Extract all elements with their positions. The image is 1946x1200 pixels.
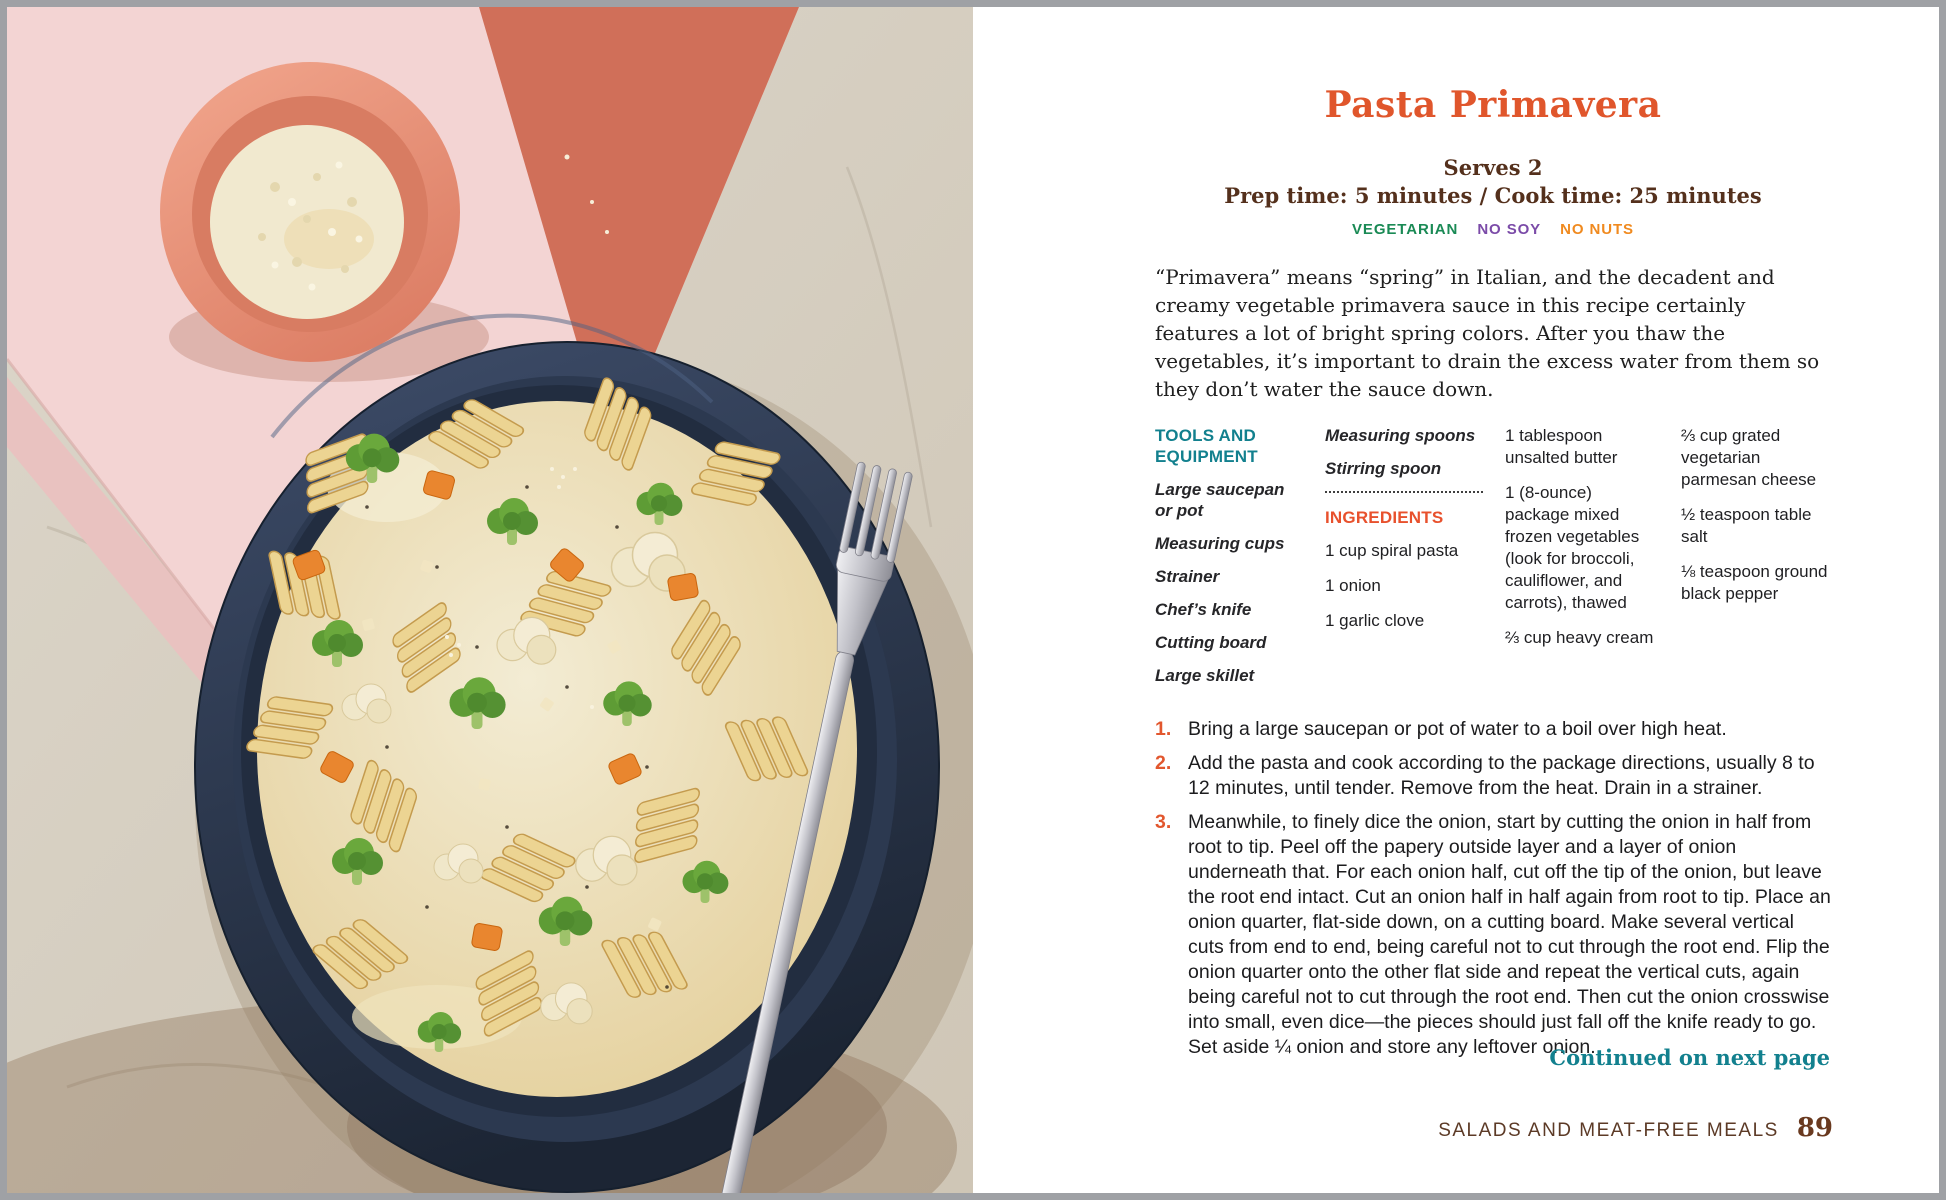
badge-no-nuts: NO NUTS — [1560, 221, 1634, 238]
step-text: Meanwhile, to finely dice the onion, start by cutting the onion in half from root to tip. Peel off the papery outside layer and a layer of onion underneath that. For each onion half, cut off the tip of the onion, but leave the root end intact. Cut an onion half in half again from root to tip. Place an onion quarter, flat-side down, on a cutting board. Make several vertical cuts from end to end, being careful not to cut through the root end. Flip the onion quarter onto the other flat side and repeat the vertical cuts, again being careful not to cut through the root end. Then cut the onion crosswise into small, even dice—the pieces should just fall off the knife ready to go. Set aside ¼ onion and store any leftover onion. — [1188, 811, 1831, 1058]
step-number: 3. — [1155, 811, 1172, 833]
continued-note: Continued on next page — [1549, 1045, 1830, 1070]
dotted-divider — [1325, 491, 1483, 493]
recipe-content — [1155, 7, 1831, 1060]
tool-item: Chef’s knife — [1155, 600, 1252, 619]
tool-item: Large skillet — [1155, 666, 1255, 685]
step-number: 2. — [1155, 752, 1172, 774]
step-text: Bring a large saucepan or pot of water to a boil over high heat. — [1188, 718, 1727, 740]
badge-no-soy: NO SOY — [1477, 221, 1542, 238]
tool-item: Measuring spoons — [1325, 426, 1476, 445]
ingredients-column-3 — [1681, 425, 1829, 703]
ingredient-item: 1 onion — [1325, 576, 1381, 595]
tool-item: Cutting board — [1155, 633, 1267, 652]
serves-line: Serves 2 — [1443, 155, 1543, 180]
ingredients-column-2 — [1505, 425, 1659, 703]
tools-heading: TOOLS AND EQUIPMENT — [1155, 426, 1258, 466]
page-footer — [1438, 1113, 1833, 1143]
step-number: 1. — [1155, 718, 1172, 740]
section-title: SALADS AND MEAT-FREE MEALS — [1438, 1120, 1779, 1141]
badge-vegetarian: VEGETARIAN — [1352, 221, 1459, 238]
tool-item: Measuring cups — [1155, 534, 1285, 553]
tools-ingredients-grid — [1155, 425, 1831, 703]
time-line: Prep time: 5 minutes / Cook time: 25 minutes — [1224, 183, 1762, 208]
ingredient-item: ½ teaspoon table salt — [1681, 505, 1812, 546]
food-photo-illustration — [7, 7, 973, 1193]
tool-item: Stirring spoon — [1325, 459, 1442, 478]
ingredient-item: ⅛ teaspoon ground black pepper — [1681, 562, 1828, 603]
ingredient-item: ⅔ cup grated vegetarian parmesan cheese — [1681, 426, 1817, 489]
ingredients-heading: INGREDIENTS — [1325, 508, 1444, 527]
page-number: 89 — [1796, 1113, 1833, 1143]
ingredient-item: ⅔ cup heavy cream — [1505, 628, 1654, 647]
step-3 — [1155, 810, 1831, 1060]
tools-column — [1155, 425, 1303, 703]
step-text: Add the pasta and cook according to the package directions, usually 8 to 12 minutes, until tender. Remove from the heat. Drain in a strainer. — [1188, 752, 1815, 799]
tool-item: Large saucepan or pot — [1155, 480, 1285, 520]
food-photo — [7, 7, 973, 1193]
recipe-page — [973, 7, 1939, 1193]
ingredient-item: 1 (8-ounce) package mixed frozen vegetables (look for broccoli, cauliflower, and carrots), thawed — [1505, 483, 1640, 612]
ingredient-item: 1 cup spiral pasta — [1325, 541, 1459, 560]
step-1 — [1155, 717, 1831, 742]
step-2 — [1155, 751, 1831, 801]
tools-ingredients-column — [1325, 425, 1483, 703]
recipe-title: Pasta Primavera — [1324, 84, 1662, 126]
instructions-list — [1155, 717, 1831, 1060]
ingredient-item: 1 tablespoon unsalted butter — [1505, 426, 1618, 467]
diet-badges — [1155, 220, 1831, 240]
tool-item: Strainer — [1155, 567, 1220, 586]
intro-paragraph: “Primavera” means “spring” in Italian, and the decadent and creamy vegetable primavera sauce in this recipe certainly features a lot of bright spring colors. After you thaw the vegetables, it’s important to drain the excess water from them so they don’t water the sauce down. — [1155, 265, 1820, 401]
ingredient-item: 1 garlic clove — [1325, 611, 1425, 630]
